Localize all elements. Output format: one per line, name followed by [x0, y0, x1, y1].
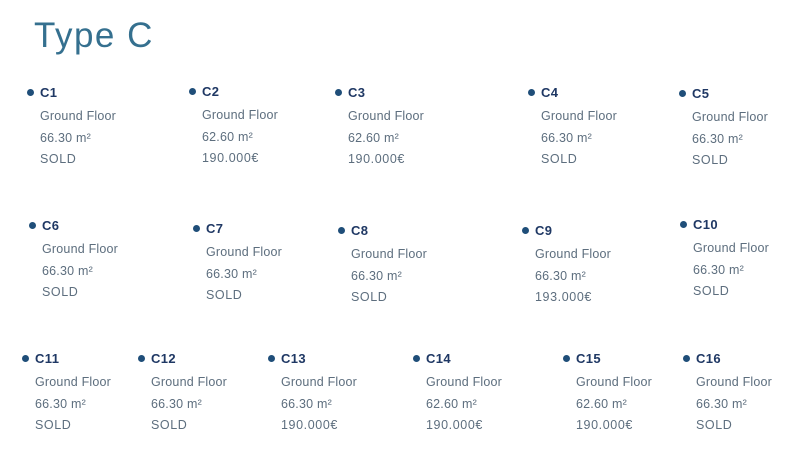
unit-card-c15	[563, 349, 652, 437]
unit-area: 66.30 m²	[42, 263, 93, 278]
bullet-icon	[680, 221, 687, 228]
unit-header	[189, 82, 278, 100]
unit-floor: Ground Floor	[351, 247, 428, 261]
unit-card-c2	[189, 82, 278, 170]
unit-area: 66.30 m²	[541, 130, 592, 145]
unit-status: 190.000€	[348, 152, 405, 166]
bullet-icon	[189, 88, 196, 95]
unit-card-c14	[413, 349, 502, 437]
unit-name: C5	[692, 85, 710, 101]
unit-status: SOLD	[696, 418, 733, 432]
unit-header	[138, 349, 227, 367]
bullet-icon	[22, 355, 29, 362]
unit-area: 66.30 m²	[351, 268, 402, 283]
unit-status: SOLD	[693, 284, 730, 298]
unit-card-c12	[138, 349, 227, 437]
unit-floor: Ground Floor	[35, 375, 112, 389]
unit-header	[27, 83, 116, 101]
unit-card-c8	[338, 221, 427, 309]
bullet-icon	[335, 89, 342, 96]
bullet-icon	[138, 355, 145, 362]
bullet-icon	[683, 355, 690, 362]
unit-name: C16	[696, 350, 722, 366]
unit-header	[680, 215, 769, 233]
unit-floor: Ground Floor	[281, 375, 358, 389]
unit-status: SOLD	[206, 288, 243, 302]
unit-status: SOLD	[351, 290, 388, 304]
unit-area: 66.30 m²	[692, 131, 743, 146]
unit-floor: Ground Floor	[206, 245, 283, 259]
unit-status: 190.000€	[426, 418, 483, 432]
unit-status: SOLD	[692, 153, 729, 167]
unit-header	[22, 349, 111, 367]
unit-floor: Ground Floor	[151, 375, 228, 389]
unit-name: C14	[426, 350, 452, 366]
unit-floor: Ground Floor	[42, 242, 119, 256]
unit-floor: Ground Floor	[202, 108, 279, 122]
bullet-icon	[413, 355, 420, 362]
unit-status: SOLD	[35, 418, 72, 432]
bullet-icon	[563, 355, 570, 362]
bullet-icon	[268, 355, 275, 362]
unit-card-c9	[522, 221, 611, 309]
unit-card-c11	[22, 349, 111, 437]
unit-card-c16	[683, 349, 772, 437]
unit-card-c5	[679, 84, 768, 172]
unit-area: 66.30 m²	[40, 130, 91, 145]
bullet-icon	[27, 89, 34, 96]
unit-status: 190.000€	[576, 418, 633, 432]
unit-card-c7	[193, 219, 282, 307]
unit-card-c6	[29, 216, 118, 304]
unit-area: 62.60 m²	[202, 129, 253, 144]
unit-floor: Ground Floor	[40, 109, 117, 123]
unit-floor: Ground Floor	[693, 241, 770, 255]
unit-header	[683, 349, 772, 367]
unit-name: C7	[206, 220, 224, 236]
unit-area: 66.30 m²	[696, 396, 747, 411]
unit-floor: Ground Floor	[696, 375, 773, 389]
unit-status: 193.000€	[535, 290, 592, 304]
unit-area: 66.30 m²	[151, 396, 202, 411]
unit-status: SOLD	[151, 418, 188, 432]
unit-name: C9	[535, 222, 553, 238]
unit-floor: Ground Floor	[692, 110, 769, 124]
unit-name: C6	[42, 217, 60, 233]
unit-card-c1	[27, 83, 116, 171]
bullet-icon	[679, 90, 686, 97]
unit-floor: Ground Floor	[576, 375, 653, 389]
unit-name: C1	[40, 84, 58, 100]
unit-floor: Ground Floor	[426, 375, 503, 389]
unit-header	[29, 216, 118, 234]
unit-card-c4	[528, 83, 617, 171]
unit-header	[563, 349, 652, 367]
unit-name: C8	[351, 222, 369, 238]
unit-header	[268, 349, 357, 367]
unit-status: 190.000€	[281, 418, 338, 432]
unit-status: SOLD	[541, 152, 578, 166]
unit-header	[528, 83, 617, 101]
bullet-icon	[29, 222, 36, 229]
unit-name: C2	[202, 83, 220, 99]
unit-header	[413, 349, 502, 367]
unit-area: 66.30 m²	[281, 396, 332, 411]
unit-area: 62.60 m²	[348, 130, 399, 145]
unit-area: 62.60 m²	[576, 396, 627, 411]
bullet-icon	[528, 89, 535, 96]
unit-status: SOLD	[42, 285, 79, 299]
unit-name: C4	[541, 84, 559, 100]
unit-card-c13	[268, 349, 357, 437]
unit-area: 62.60 m²	[426, 396, 477, 411]
unit-area: 66.30 m²	[693, 262, 744, 277]
bullet-icon	[193, 225, 200, 232]
unit-name: C12	[151, 350, 177, 366]
unit-header	[338, 221, 427, 239]
unit-area: 66.30 m²	[206, 266, 257, 281]
unit-card-c3	[335, 83, 424, 171]
unit-name: C10	[693, 216, 719, 232]
unit-area: 66.30 m²	[35, 396, 86, 411]
unit-name: C3	[348, 84, 366, 100]
bullet-icon	[522, 227, 529, 234]
unit-name: C11	[35, 350, 60, 366]
unit-name: C15	[576, 350, 602, 366]
unit-name: C13	[281, 350, 307, 366]
unit-floor: Ground Floor	[348, 109, 425, 123]
unit-header	[679, 84, 768, 102]
unit-header	[522, 221, 611, 239]
unit-area: 66.30 m²	[535, 268, 586, 283]
unit-header	[335, 83, 424, 101]
unit-status: 190.000€	[202, 151, 259, 165]
bullet-icon	[338, 227, 345, 234]
unit-header	[193, 219, 282, 237]
unit-card-c10	[680, 215, 769, 303]
page-title: Type C	[34, 16, 154, 55]
unit-status: SOLD	[40, 152, 77, 166]
unit-floor: Ground Floor	[541, 109, 618, 123]
unit-floor: Ground Floor	[535, 247, 612, 261]
